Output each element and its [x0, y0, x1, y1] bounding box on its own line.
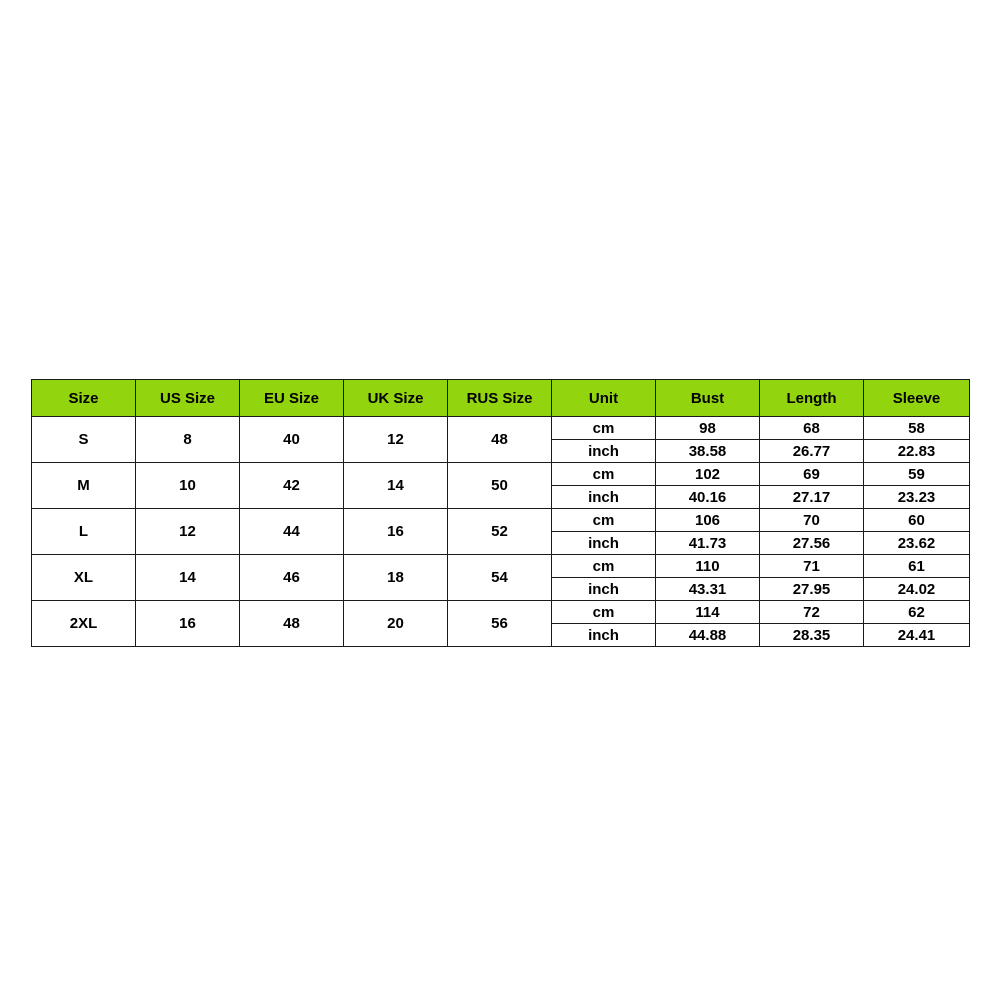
eu-size-cell: 42 [240, 463, 344, 509]
table-row [32, 509, 970, 532]
bust-cell: 106 [656, 509, 760, 532]
length-cell: 27.56 [760, 532, 864, 555]
sleeve-cell: 61 [864, 555, 970, 578]
length-cell: 26.77 [760, 440, 864, 463]
header-length: Length [760, 380, 864, 417]
header-sleeve: Sleeve [864, 380, 970, 417]
uk-size-cell: 16 [344, 509, 448, 555]
length-cell: 71 [760, 555, 864, 578]
rus-size-cell: 52 [448, 509, 552, 555]
sleeve-cell: 23.62 [864, 532, 970, 555]
eu-size-cell: 40 [240, 417, 344, 463]
unit-cell: inch [552, 440, 656, 463]
eu-size-cell: 44 [240, 509, 344, 555]
bust-cell: 41.73 [656, 532, 760, 555]
unit-cell: cm [552, 555, 656, 578]
bust-cell: 98 [656, 417, 760, 440]
unit-cell: cm [552, 601, 656, 624]
size-chart-body [32, 417, 970, 647]
unit-cell: cm [552, 463, 656, 486]
size-cell: S [32, 417, 136, 463]
uk-size-cell: 18 [344, 555, 448, 601]
sleeve-cell: 62 [864, 601, 970, 624]
header-rus-size: RUS Size [448, 380, 552, 417]
sleeve-cell: 60 [864, 509, 970, 532]
unit-cell: inch [552, 486, 656, 509]
bust-cell: 102 [656, 463, 760, 486]
us-size-cell: 12 [136, 509, 240, 555]
size-cell: 2XL [32, 601, 136, 647]
size-cell: XL [32, 555, 136, 601]
eu-size-cell: 48 [240, 601, 344, 647]
header-us-size: US Size [136, 380, 240, 417]
bust-cell: 110 [656, 555, 760, 578]
rus-size-cell: 50 [448, 463, 552, 509]
us-size-cell: 14 [136, 555, 240, 601]
table-row [32, 417, 970, 440]
length-cell: 70 [760, 509, 864, 532]
sleeve-cell: 59 [864, 463, 970, 486]
size-cell: L [32, 509, 136, 555]
unit-cell: cm [552, 417, 656, 440]
us-size-cell: 16 [136, 601, 240, 647]
header-row [32, 380, 970, 417]
unit-cell: inch [552, 532, 656, 555]
rus-size-cell: 56 [448, 601, 552, 647]
rus-size-cell: 54 [448, 555, 552, 601]
sleeve-cell: 24.41 [864, 624, 970, 647]
sleeve-cell: 24.02 [864, 578, 970, 601]
unit-cell: inch [552, 624, 656, 647]
unit-cell: cm [552, 509, 656, 532]
uk-size-cell: 20 [344, 601, 448, 647]
table-row [32, 555, 970, 578]
bust-cell: 38.58 [656, 440, 760, 463]
header-uk-size: UK Size [344, 380, 448, 417]
bust-cell: 40.16 [656, 486, 760, 509]
table-row [32, 601, 970, 624]
us-size-cell: 8 [136, 417, 240, 463]
table-row [32, 463, 970, 486]
header-eu-size: EU Size [240, 380, 344, 417]
unit-cell: inch [552, 578, 656, 601]
size-cell: M [32, 463, 136, 509]
rus-size-cell: 48 [448, 417, 552, 463]
eu-size-cell: 46 [240, 555, 344, 601]
uk-size-cell: 14 [344, 463, 448, 509]
sleeve-cell: 23.23 [864, 486, 970, 509]
uk-size-cell: 12 [344, 417, 448, 463]
bust-cell: 44.88 [656, 624, 760, 647]
length-cell: 27.17 [760, 486, 864, 509]
header-unit: Unit [552, 380, 656, 417]
sleeve-cell: 58 [864, 417, 970, 440]
length-cell: 68 [760, 417, 864, 440]
length-cell: 72 [760, 601, 864, 624]
length-cell: 27.95 [760, 578, 864, 601]
us-size-cell: 10 [136, 463, 240, 509]
bust-cell: 43.31 [656, 578, 760, 601]
sleeve-cell: 22.83 [864, 440, 970, 463]
header-bust: Bust [656, 380, 760, 417]
header-size: Size [32, 380, 136, 417]
size-chart-table [31, 379, 970, 647]
length-cell: 28.35 [760, 624, 864, 647]
length-cell: 69 [760, 463, 864, 486]
size-chart-header [32, 380, 970, 417]
bust-cell: 114 [656, 601, 760, 624]
